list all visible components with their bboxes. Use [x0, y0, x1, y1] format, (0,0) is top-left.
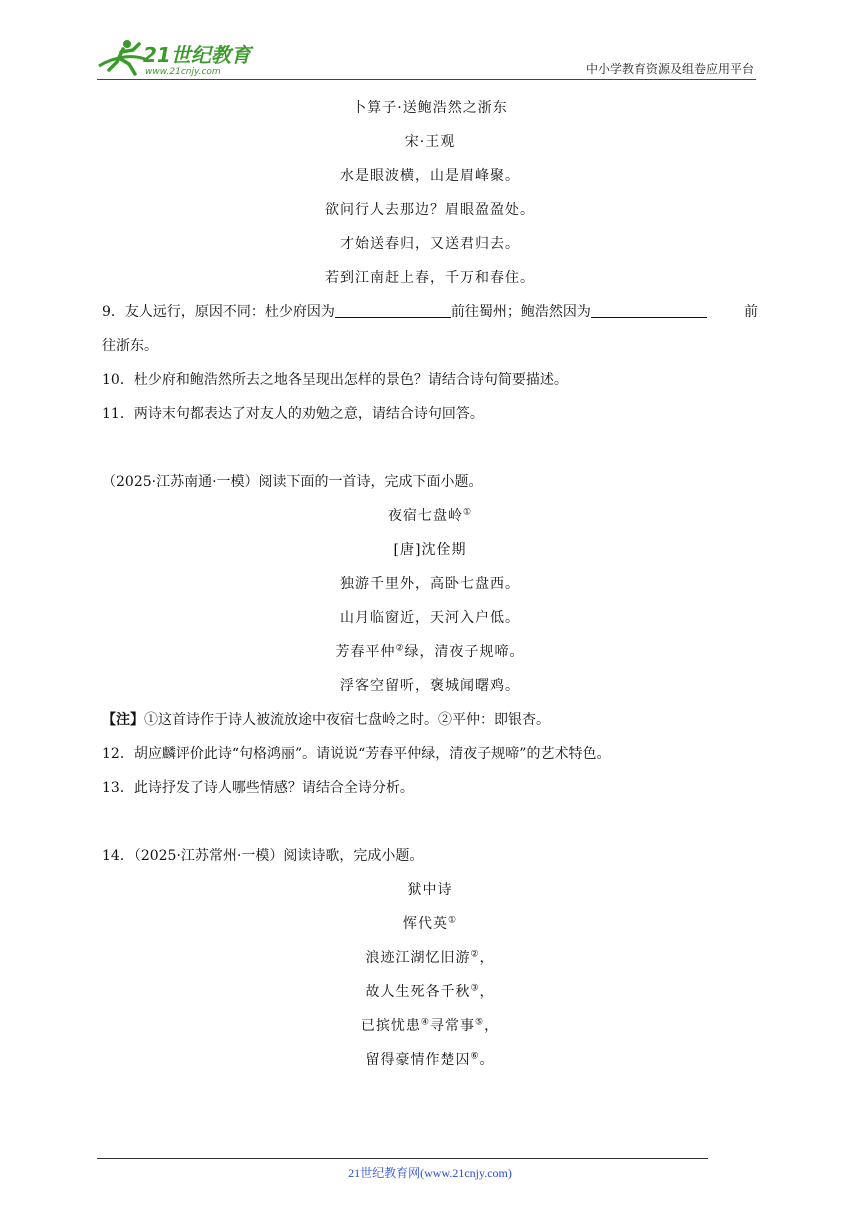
section-intro: （2025·江苏南通·一模）阅读下面的一首诗，完成下面小题。	[102, 474, 483, 490]
poem3-line: 留得豪情作楚囚⑥。	[365, 1051, 495, 1068]
poem1-line: 欲问行人去那边？眉眼盈盈处。	[325, 202, 535, 218]
document-body	[102, 98, 758, 1070]
poem2-line: 山月临窗近，天河入户低。	[340, 610, 520, 626]
poem2-line: 独游千里外，高卧七盘西。	[340, 576, 520, 592]
header-tagline: 中小学教育资源及组卷应用平台	[585, 62, 754, 76]
question-9-cont: 往浙东。	[102, 338, 158, 354]
poem2-line: 芳春平仲②绿，清夜子规啼。	[335, 643, 525, 660]
site-logo	[95, 36, 265, 78]
answer-blank[interactable]	[335, 303, 451, 318]
question-9: 9．友人远行，原因不同：杜少府因为 前往蜀州；鲍浩然因为 前	[102, 304, 758, 320]
poem3-line: 已摈忧患④寻常事⑤，	[360, 1017, 500, 1034]
question-10: 10．杜少府和鲍浩然所去之地各呈现出怎样的景色？请结合诗句简要描述。	[102, 372, 568, 388]
question-14: 14．（2025·江苏常州·一模）阅读诗歌，完成小题。	[102, 848, 424, 864]
footer-divider	[97, 1158, 708, 1159]
header-divider	[97, 79, 756, 80]
poem2-line: 浮客空留听，褒城闻曙鸡。	[340, 678, 520, 694]
logo-text: 21世纪教育	[143, 43, 251, 67]
poem1-line: 若到江南赶上春，千万和春住。	[325, 270, 535, 286]
answer-blank[interactable]	[591, 303, 707, 318]
question-11: 11．两诗末句都表达了对友人的劝勉之意，请结合诗句回答。	[102, 406, 484, 422]
poem2-author: [唐]沈佺期	[393, 542, 467, 558]
poem2-title: 夜宿七盘岭①	[387, 507, 473, 524]
question-12: 12．胡应麟评价此诗“句格鸿丽”。请说说“芳春平仲绿，清夜子规啼”的艺术特色。	[102, 746, 611, 762]
poem3-line: 浪迹江湖忆旧游②，	[365, 949, 495, 966]
footer-link[interactable]: 21世纪教育网(www.21cnjy.com)	[348, 1166, 512, 1180]
poem1-line: 才始送春归，又送君归去。	[340, 236, 520, 252]
poem3-title: 狱中诗	[407, 882, 453, 898]
poem1-line: 水是眼波横，山是眉峰聚。	[340, 168, 520, 184]
poem3-author: 恽代英①	[402, 915, 458, 932]
poem1-title: 卜算子·送鲍浩然之浙东	[352, 100, 508, 116]
poem3-line: 故人生死各千秋③，	[365, 983, 495, 1000]
poem1-author: 宋·王观	[404, 134, 456, 150]
poem2-note: 【注】①这首诗作于诗人被流放途中夜宿七盘岭之时。②平仲：即银杏。	[102, 712, 550, 728]
question-13: 13．此诗抒发了诗人哪些情感？请结合全诗分析。	[102, 780, 414, 796]
logo-url: www.21cnjy.com	[145, 67, 221, 77]
